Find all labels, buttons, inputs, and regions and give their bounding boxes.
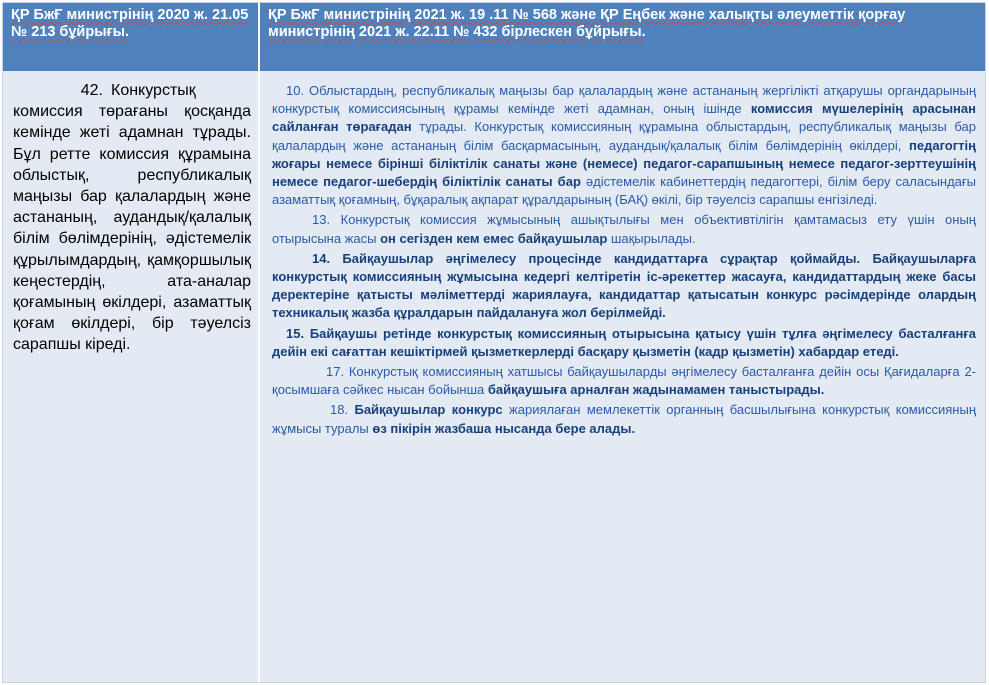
p10-text-e: әдістемелік кабинеттердің педагогтері, білім беру саласындағы азаматтық қоғамның, бұқаралық ақпарат құралдарының (БАҚ) өкілі, бір тәуелсіз сарапшы енгізіледі. bbox=[272, 174, 976, 208]
p13-text-a: 13. Конкурстық комиссия жұмысының ашықтылығы мен объективтілігін қамтамасыз ету үшін оның отырысына жасы bbox=[272, 212, 976, 246]
header-right-text: ҚР БжҒ министрінің 2021 ж. 19 .11 № 568 және ҚР Еңбек және халықты әлеуметтік қорғау министрінің 2021 ж. 22.11 № 432 бірлескен бұйрығы. bbox=[268, 7, 906, 40]
p18-text-a: 18. bbox=[330, 402, 355, 418]
left-clause-text: Конкурстық комиссия төрағаны қосқанда кемінде жеті адамнан тұрады. Бұл ретте комиссия құрамына облыстық, республикалық маңызы бар қалалардың және астананың, аудандық/қалалық білім бөлімдерінің, әдістемелік құрылымдардың, қамқоршылық кеңестердің, ата-аналар қоғамының өкілдері, азаматтық қоғам өкілдері, бір тәуелсіз сарапшы кіреді. bbox=[13, 82, 251, 354]
p18-bold-d: өз пікірін жазбаша нысанда бере алады. bbox=[372, 420, 636, 436]
p10-text-c: тұрады. Конкурстық комиссияның құрамына облыстардың, республикалық маңызы бар қалалардың және астананың білім басқармасының, аудандық/қалалық білім бөлімдерінің өкілдері, bbox=[272, 119, 976, 153]
clause-number: 42. bbox=[80, 82, 103, 99]
paragraph-17 bbox=[272, 363, 976, 399]
paragraph-10 bbox=[272, 82, 976, 209]
left-clause bbox=[13, 80, 251, 356]
paragraph-15: 15. Байқаушы ретінде конкурстық комиссияның отырысына қатысу үшін тұлға әңгімелесу басталғанға дейін екі сағаттан кешіктірмей қызметкерлерді басқару қызметін (кадр қызметін) хабардар етеді. bbox=[272, 325, 976, 359]
p13-bold-b: он сегізден кем емес байқаушылар bbox=[380, 230, 608, 246]
comparison-table bbox=[2, 2, 986, 683]
paragraph-18 bbox=[272, 401, 976, 437]
header-left bbox=[3, 3, 260, 71]
p10-bold-d: педагогтің жоғары немесе бірінші біліктілік санаты және (немесе) педагог-сарапшының немесе педагог-зерттеушінің немесе педагог-шебердің біліктілік санаты бар bbox=[272, 137, 976, 190]
header-left-text: ҚР БжҒ министрінің 2020 ж. 21.05 № 213 бұйрығы. bbox=[11, 7, 249, 40]
paragraph-13 bbox=[272, 211, 976, 247]
p17-text-a: 17. Конкурстық комиссияның хатшысы байқаушыларды әңгімелесу басталғанға дейін осы Қағидаларға 2-қосымшаға сәйкес нысан бойынша bbox=[272, 364, 976, 398]
p18-text-c: жариялаған мемлекеттік органның басшылығына конкурстық комиссияның жұмысы туралы bbox=[272, 402, 976, 436]
paragraph-14: 14. Байқаушылар әңгімелесу процесінде кандидаттарға сұрақтар қоймайды. Байқаушыларға конкурстық комиссияның жұмысына кедергі келтіретін іс-әрекеттер жасауға, кандидаттардың жеке басы деректеріне қатысты мәліметтерді жариялауға, кандидаттар қатысатын конкурс рәсімдерінде олардың техникалық жазба құралдарын пайдалануға жол берілмейді. bbox=[272, 250, 976, 321]
p18-bold-b: Байқаушылар конкурс bbox=[354, 402, 503, 418]
header-right bbox=[260, 3, 985, 71]
left-column bbox=[3, 71, 260, 682]
p13-text-c: шақырылады. bbox=[607, 230, 696, 246]
p17-bold-b: байқаушыға арналған жадынамамен таныстырады. bbox=[487, 382, 825, 398]
p10-text-a: 10. Облыстардың, республикалық маңызы бар қалалардың және астананың жергілікті атқарушы органдарының конкурстық комиссиясының құрамы кемінде жеті адамнан, оның ішінде bbox=[272, 83, 976, 117]
p10-bold-b: комиссия мүшелерінің арасынан сайланған төрағадан bbox=[272, 101, 976, 135]
right-column bbox=[260, 71, 985, 682]
